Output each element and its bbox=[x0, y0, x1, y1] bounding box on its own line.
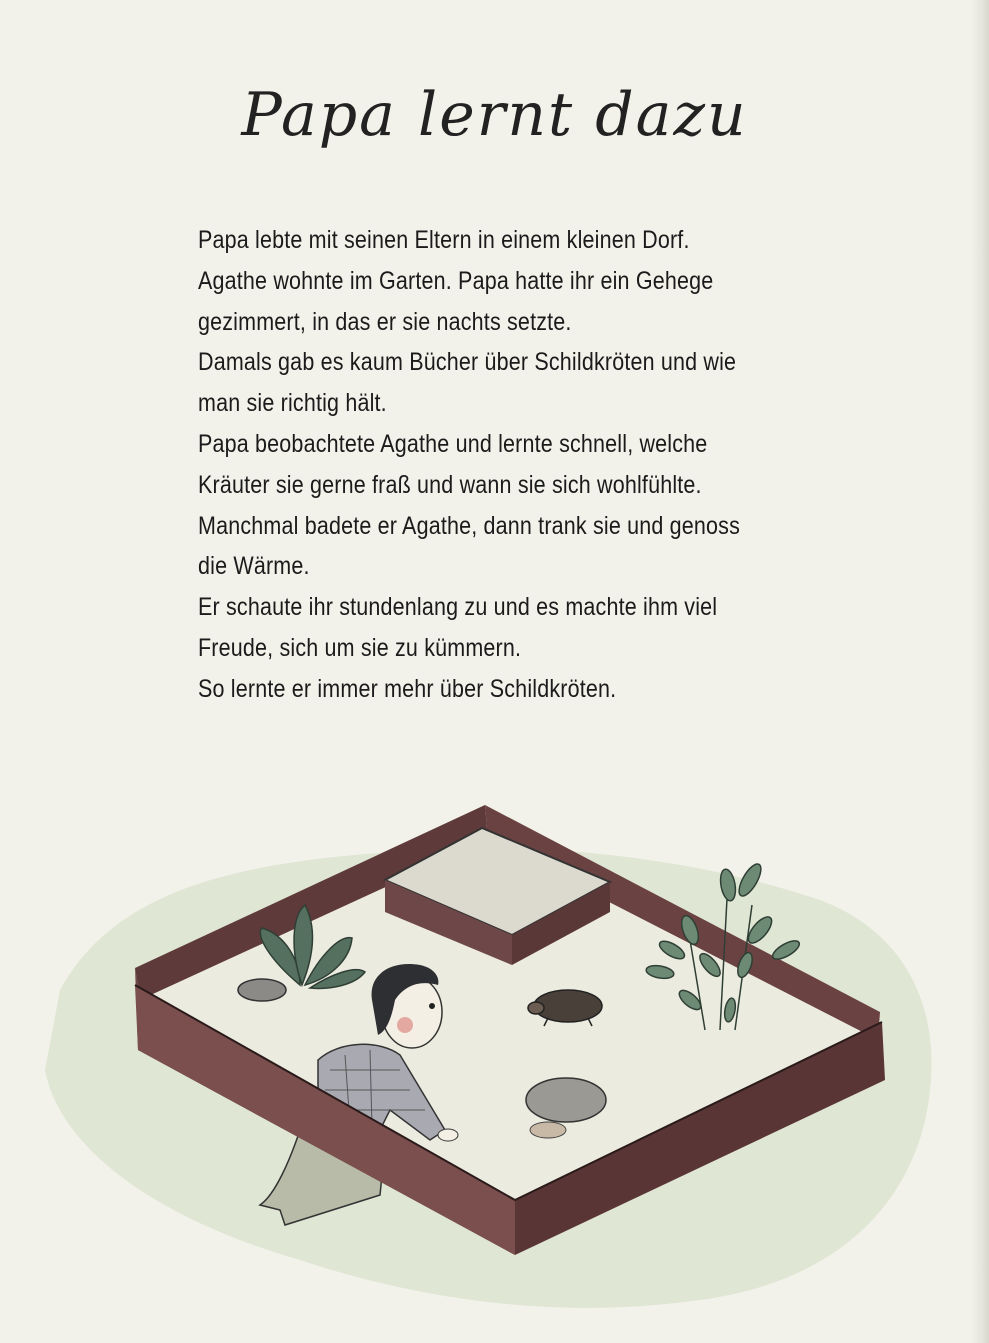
story-text bbox=[198, 220, 741, 710]
flat-stone bbox=[530, 1122, 566, 1138]
story-line: gezimmert, in das er sie nachts setzte. bbox=[198, 307, 572, 336]
page-title: Papa lernt dazu bbox=[241, 80, 748, 150]
big-stone bbox=[526, 1078, 606, 1122]
story-line: Kräuter sie gerne fraß und wann sie sich wohlfühlte. bbox=[198, 470, 702, 499]
story-line: Papa beobachtete Agathe und lernte schnell, welche bbox=[198, 429, 708, 458]
boy-hand bbox=[438, 1129, 458, 1141]
story-line: man sie richtig hält. bbox=[198, 389, 387, 418]
story-line: Freude, sich um sie zu kümmern. bbox=[198, 633, 522, 662]
small-stone bbox=[238, 979, 286, 1001]
story-line: die Wärme. bbox=[198, 552, 310, 581]
story-line: Manchmal badete er Agathe, dann trank sie und genoss bbox=[198, 511, 741, 540]
story-line: So lernte er immer mehr über Schildkröten. bbox=[198, 674, 617, 703]
story-line: Papa lebte mit seinen Eltern in einem kleinen Dorf. bbox=[198, 226, 690, 254]
enclosure-illustration bbox=[0, 780, 989, 1343]
story-line: Er schaute ihr stundenlang zu und es machte ihm viel bbox=[198, 593, 718, 622]
boy-cheek bbox=[397, 1017, 413, 1033]
story-line: Agathe wohnte im Garten. Papa hatte ihr ein Gehege bbox=[198, 266, 714, 295]
story-line: Damals gab es kaum Bücher über Schildkröten und wie bbox=[198, 348, 737, 377]
